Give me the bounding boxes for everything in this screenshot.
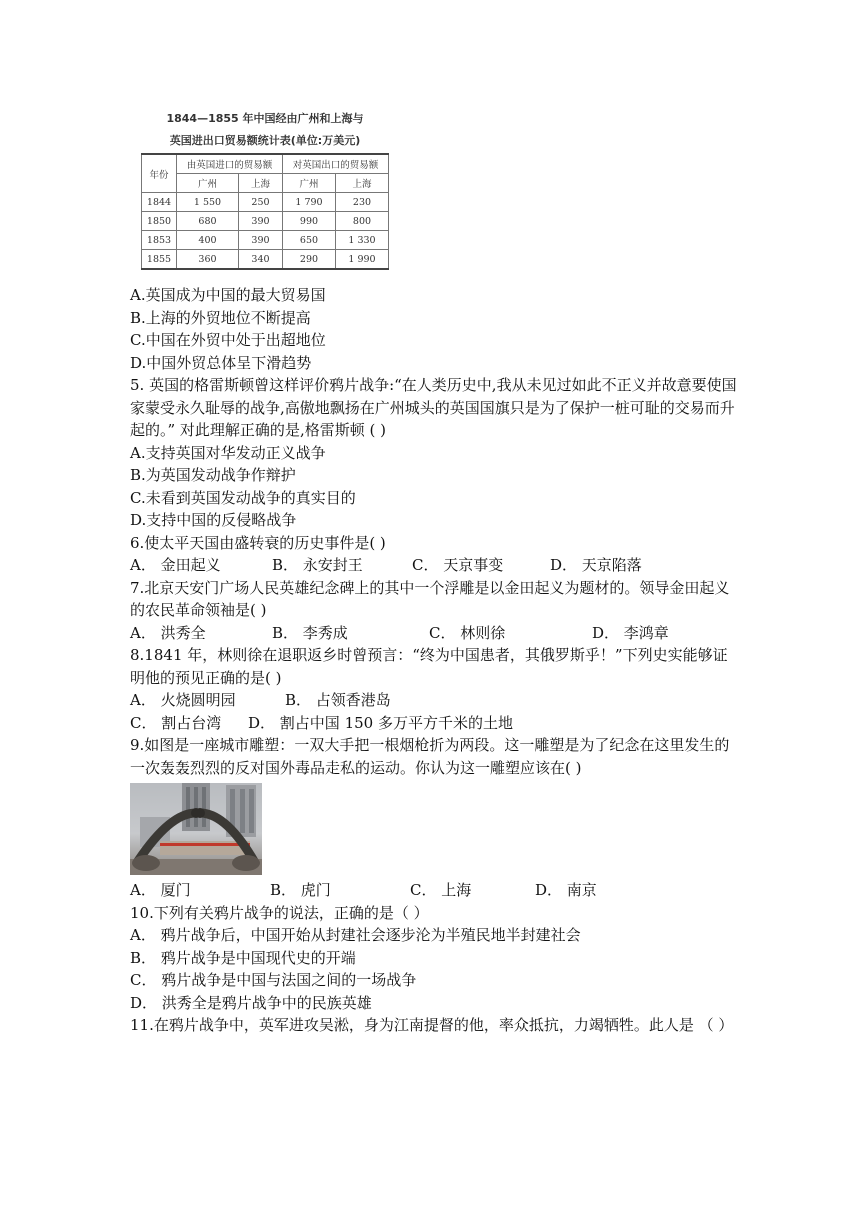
q5-option-d[interactable]: D.支持中国的反侵略战争 xyxy=(130,511,297,529)
q8-options-row2 xyxy=(130,712,740,735)
q9-option-c[interactable]: C． 上海 xyxy=(410,881,472,899)
table-cell: 400 xyxy=(177,231,239,250)
table-cell: 340 xyxy=(238,250,282,270)
table-cell: 1 990 xyxy=(335,250,388,270)
q6-stem: 6.使太平天国由盛转衰的历史事件是( ) xyxy=(130,533,386,552)
q8-options-row1 xyxy=(130,689,740,712)
table-caption-line1: 1844—1855 年中国经由广州和上海与 xyxy=(166,112,364,125)
q10-option-b[interactable]: B． 鸦片战争是中国现代史的开端 xyxy=(130,948,356,967)
table-cell: 290 xyxy=(282,250,335,270)
table-cell: 230 xyxy=(335,193,388,212)
q8-option-a[interactable]: A． 火烧圆明园 xyxy=(130,691,236,709)
table-row xyxy=(142,212,389,231)
q10-option-a[interactable]: A． 鸦片战争后，中国开始从封建社会逐步沦为半殖民地半封建社会 xyxy=(130,926,581,944)
q10-option-c[interactable]: C． 鸦片战争是中国与法国之间的一场战争 xyxy=(130,971,417,989)
table-header-year: 年份 xyxy=(142,154,177,193)
q4-option-b[interactable]: B.上海的外贸地位不断提高 xyxy=(130,308,311,327)
q5-stem: 5. 英国的格雷斯顿曾这样评价鸦片战争:“在人类历史中,我从未见过如此不正义并故意要使国家蒙受永久耻辱的战争,高傲地飘扬在广州城头的英国国旗只是为了保护一桩可耻的交易而升起的。” 对此理解正确的是,格雷斯顿 ( ) xyxy=(130,376,737,439)
q7-stem: 7.北京天安门广场人民英雄纪念碑上的其中一个浮雕是以金田起义为题材的。领导金田起义的农民革命领袖是( ) xyxy=(130,578,730,619)
table-cell: 1844 xyxy=(142,193,177,212)
table-subheader: 广州 xyxy=(282,174,335,193)
table-header-import: 由英国进口的贸易额 xyxy=(177,154,283,174)
q6-options xyxy=(130,554,740,577)
q9-option-b[interactable]: B． 虎门 xyxy=(270,881,331,899)
trade-table xyxy=(141,153,389,270)
table-row xyxy=(142,231,389,250)
table-row xyxy=(142,250,389,270)
question-content xyxy=(130,284,740,1037)
table-cell: 1 790 xyxy=(282,193,335,212)
q8-stem: 8.1841 年，林则徐在退职返乡时曾预言：“终为中国患者，其俄罗斯乎！”下列史实能够证明他的预见正确的是( ) xyxy=(130,646,728,687)
q7-option-a[interactable]: A． 洪秀全 xyxy=(130,623,206,642)
q7-option-c[interactable]: C． 林则徐 xyxy=(429,623,506,642)
q9-stem: 9.如图是一座城市雕塑：一双大手把一根烟枪折为两段。这一雕塑是为了纪念在这里发生的一次轰轰烈烈的反对国外毒品走私的运动。你认为这一雕塑应该在( ) xyxy=(130,736,730,777)
sculpture-photo xyxy=(130,783,262,875)
table-cell: 1 550 xyxy=(177,193,239,212)
q6-option-b[interactable]: B． 永安封王 xyxy=(272,556,363,574)
table-cell: 680 xyxy=(177,212,239,231)
table-row xyxy=(142,193,389,212)
table-subheader: 上海 xyxy=(335,174,388,193)
q9-option-a[interactable]: A． 厦门 xyxy=(130,881,191,899)
table-cell: 800 xyxy=(335,212,388,231)
q8-option-c[interactable]: C． 割占台湾 xyxy=(130,713,222,732)
table-cell: 1850 xyxy=(142,212,177,231)
q4-option-c[interactable]: C.中国在外贸中处于出超地位 xyxy=(130,331,326,349)
q8-option-b[interactable]: B． 占领香港岛 xyxy=(285,691,391,709)
table-cell: 650 xyxy=(282,231,335,250)
q5-option-c[interactable]: C.未看到英国发动战争的真实目的 xyxy=(130,488,356,507)
table-cell: 360 xyxy=(177,250,239,270)
q6-option-c[interactable]: C． 天京事变 xyxy=(412,556,504,574)
q9-option-d[interactable]: D． 南京 xyxy=(535,881,597,899)
table-subheader: 广州 xyxy=(177,174,239,193)
q7-option-d[interactable]: D． 李鸿章 xyxy=(592,623,669,642)
q7-options xyxy=(130,622,740,645)
q5-option-b[interactable]: B.为英国发动战争作辩护 xyxy=(130,466,296,484)
q10-option-d[interactable]: D． 洪秀全是鸦片战争中的民族英雄 xyxy=(130,993,372,1012)
sculpture-illustration xyxy=(130,783,262,875)
table-cell: 990 xyxy=(282,212,335,231)
q5-option-a[interactable]: A.支持英国对华发动正义战争 xyxy=(130,443,326,462)
table-cell: 1 330 xyxy=(335,231,388,250)
table-cell: 1855 xyxy=(142,250,177,270)
q11-stem: 11.在鸦片战争中，英军进攻吴淞，身为江南提督的他，率众抵抗，力竭牺牲。此人是 （ ） xyxy=(130,1016,734,1034)
table-cell: 390 xyxy=(238,212,282,231)
q4-option-a[interactable]: A.英国成为中国的最大贸易国 xyxy=(130,286,326,304)
q6-option-d[interactable]: D． 天京陷落 xyxy=(550,556,642,574)
q6-option-a[interactable]: A． 金田起义 xyxy=(130,556,221,574)
q7-option-b[interactable]: B． 李秀成 xyxy=(272,623,348,642)
table-caption-line2: 英国进出口贸易额统计表(单位:万美元) xyxy=(169,134,361,147)
q10-stem: 10.下列有关鸦片战争的说法，正确的是（ ） xyxy=(130,903,429,922)
q4-option-d[interactable]: D.中国外贸总体呈下滑趋势 xyxy=(130,353,312,372)
table-cell: 250 xyxy=(238,193,282,212)
table-cell: 390 xyxy=(238,231,282,250)
table-subheader: 上海 xyxy=(238,174,282,193)
q8-option-d[interactable]: D． 割占中国 150 多万平方千米的土地 xyxy=(248,713,513,732)
table-cell: 1853 xyxy=(142,231,177,250)
q9-options xyxy=(130,879,740,902)
table-header-export: 对英国出口的贸易额 xyxy=(282,154,388,174)
